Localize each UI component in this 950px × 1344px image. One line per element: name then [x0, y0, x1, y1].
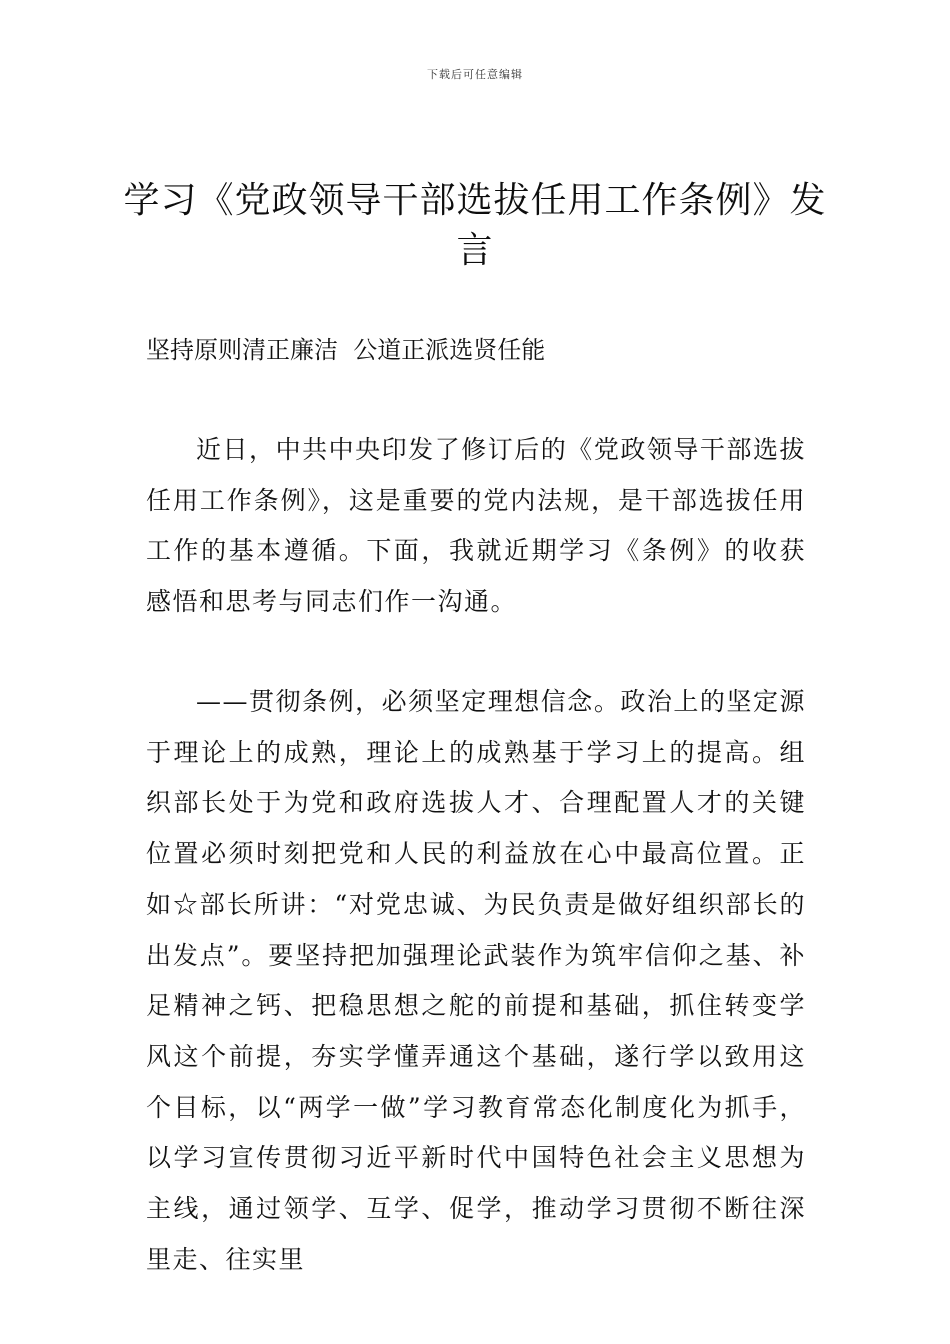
document-title: 学习《党政领导干部选拔任用工作条例》发言: [123, 180, 827, 271]
body-paragraph-1: 近日，中共中央印发了修订后的《党政领导干部选拔任用工作条例》，这是重要的党内法规，是干部选拔任用工作的基本遵循。下面，我就近期学习《条例》的收获感悟和思考与同志们作一沟通。: [146, 435, 806, 617]
header-note: 下载后可任意编辑: [427, 68, 523, 81]
body-paragraph-2: ——贯彻条例，必须坚定理想信念。政治上的坚定源于理论上的成熟，理论上的成熟基于学习上的提高。组织部长处于为党和政府选拔人才、合理配置人才的关键位置必须时刻把党和人民的利益放在心中最高位置。正如☆部长所讲：“对党忠诚、为民负责是做好组织部长的出发点”。要坚持把加强理论武装作为筑牢信仰之基、补足精神之钙、把稳思想之舵的前提和基础，抓住转变学风这个前提，夯实学懂弄通这个基础，遂行学以致用这个目标，以“两学一做”学习教育常态化制度化为抓手，以学习宣传贯彻习近平新时代中国特色社会主义思想为主线，通过领学、互学、促学，推动学习贯彻不断往深里走、往实里: [146, 687, 806, 1274]
document-subtitle: 坚持原则清正廉洁 公道正派选贤任能: [146, 336, 546, 364]
